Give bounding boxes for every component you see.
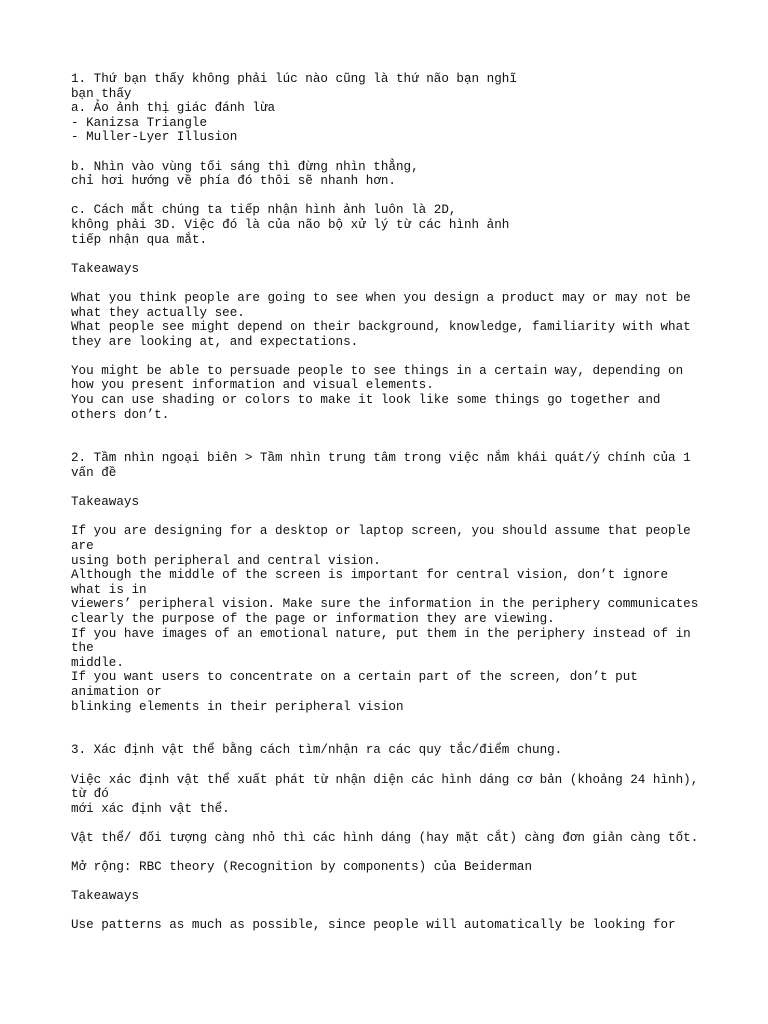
section-1-a-line-2: - Kanizsa Triangle: [71, 115, 208, 130]
section-3-para2: Vật thể/ đối tượng càng nhỏ thì các hình dáng (hay mặt cắt) càng đơn giản càng tốt.: [71, 830, 699, 845]
section-2-takeaways-line-1: If you are designing for a desktop or laptop screen, you should assume that people: [71, 524, 691, 539]
section-2-heading-line-2: vấn đề: [71, 466, 117, 481]
section-1-takeaways-p1-line-3: What people see might depend on their background, knowledge, familiarity with what: [71, 320, 691, 335]
section-2-takeaways-line-9: the: [71, 641, 94, 656]
section-1-takeaways-label: Takeaways: [71, 261, 140, 276]
section-1-takeaways-p2-line-2: how you present information and visual elements.: [71, 378, 434, 393]
section-1-takeaways-p2-line-3: You can use shading or colors to make it look like some things go together and: [71, 393, 661, 408]
section-2-takeaways-line-11: If you want users to concentrate on a certain part of the screen, don’t put: [71, 670, 638, 685]
section-2-takeaways-line-12: animation or: [71, 684, 162, 699]
section-2-takeaways-line-6: viewers’ peripheral vision. Make sure the information in the periphery communicates: [71, 597, 699, 612]
section-2-takeaways-line-4: Although the middle of the screen is important for central vision, don’t ignore: [71, 568, 669, 583]
section-3-para1-line-1: Việc xác định vật thể xuất phát từ nhận diện các hình dáng cơ bản (khoảng 24 hình),: [71, 772, 699, 787]
section-1-takeaways-p2-line-4: others don’t.: [71, 407, 170, 422]
section-2: [71, 451, 731, 714]
section-1-heading-line-2: bạn thấy: [71, 86, 132, 101]
section-2-takeaways-line-3: using both peripheral and central vision.: [71, 553, 381, 568]
section-2-takeaways-label: Takeaways: [71, 495, 140, 510]
section-1-c-line-2: không phải 3D. Việc đó là của não bộ xử lý từ các hình ảnh: [71, 217, 510, 232]
section-2-takeaways-line-8: If you have images of an emotional nature, put them in the periphery instead of in: [71, 626, 691, 641]
section-1-b-line-1: b. Nhìn vào vùng tối sáng thì đừng nhìn thẳng,: [71, 159, 419, 174]
section-1-takeaways-p1-line-4: they are looking at, and expectations.: [71, 334, 359, 349]
section-3-heading: 3. Xác định vật thể bằng cách tìm/nhận ra các quy tắc/điểm chung.: [71, 743, 563, 758]
section-3-para1-line-3: mới xác định vật thể.: [71, 801, 230, 816]
section-2-takeaways-line-13: blinking elements in their peripheral vision: [71, 699, 404, 714]
section-3-takeaways-label: Takeaways: [71, 889, 140, 904]
section-1-takeaways-p1-line-1: What you think people are going to see when you design a product may or may not be: [71, 290, 691, 305]
section-1-c-line-1: c. Cách mắt chúng ta tiếp nhận hình ảnh luôn là 2D,: [71, 203, 457, 218]
section-2-takeaways-line-2: are: [71, 539, 94, 553]
section-2-takeaways-line-10: middle.: [71, 655, 124, 670]
section-2-heading-line-1: 2. Tầm nhìn ngoại biên > Tầm nhìn trung tâm trong việc nắm khái quát/ý chính của 1: [71, 451, 691, 466]
section-3-para3: Mở rộng: RBC theory (Recognition by components) của Beiderman: [71, 860, 533, 875]
section-3: [71, 743, 731, 933]
section-1-takeaways-p1-line-2: what they actually see.: [71, 305, 245, 320]
section-1-c-line-3: tiếp nhận qua mắt.: [71, 232, 208, 247]
section-2-takeaways-line-7: clearly the purpose of the page or information they are viewing.: [71, 611, 555, 626]
section-3-takeaways-line-1: Use patterns as much as possible, since people will automatically be looking for: [71, 918, 676, 933]
section-1-a-line-3: - Muller-Lyer Illusion: [71, 130, 238, 145]
section-1-heading-line-1: 1. Thứ bạn thấy không phải lúc nào cũng là thứ não bạn nghĩ: [71, 72, 517, 86]
document-page: [71, 72, 731, 933]
section-1-b-line-2: chỉ hơi hướng về phía đó thôi sẽ nhanh hơn.: [71, 174, 396, 189]
section-2-takeaways-line-5: what is in: [71, 582, 147, 597]
section-3-para1-line-2: từ đó: [71, 787, 109, 802]
section-1-a-line-1: a. Ảo ảnh thị giác đánh lừa: [71, 101, 276, 116]
section-1: [71, 72, 731, 422]
section-1-takeaways-p2-line-1: You might be able to persuade people to see things in a certain way, depending on: [71, 363, 684, 378]
